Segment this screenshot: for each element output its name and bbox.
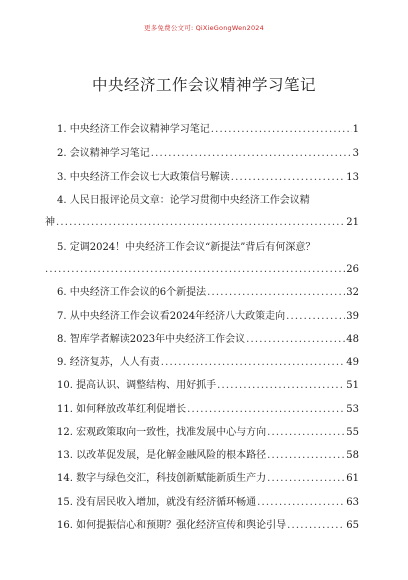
toc-entry-title: 6. 中央经济工作会议的6个新提法 xyxy=(57,287,207,298)
toc-entry-title: 8. 智库学者解读2023年中央经济工作会议 xyxy=(57,334,246,345)
toc-entry-title: 7. 从中央经济工作会议看2024年经济八大政策走向 xyxy=(57,311,286,322)
toc-leader-dots xyxy=(56,215,345,231)
toc-entry[interactable] xyxy=(57,332,359,348)
toc-entry[interactable] xyxy=(57,285,359,301)
toc-entry-page: 39 xyxy=(346,311,359,322)
toc-entry[interactable] xyxy=(57,471,359,487)
toc-leader-dots xyxy=(257,495,345,511)
toc-entry[interactable] xyxy=(57,309,359,325)
toc-leader-dots xyxy=(286,309,345,325)
toc-entry[interactable] xyxy=(57,425,359,441)
toc-entry[interactable] xyxy=(57,402,359,418)
toc-leader-dots xyxy=(151,146,352,162)
toc-entry-continued[interactable] xyxy=(45,262,359,278)
toc-entry-page: 58 xyxy=(346,450,359,461)
toc-entry-title: 10. 提高认识、调整结构、用好抓手 xyxy=(57,380,217,391)
toc-entry-title: 13. 以改革促发展，是化解金融风险的根本路径 xyxy=(57,450,267,461)
toc-entry[interactable] xyxy=(57,170,359,186)
toc-entry-page: 3 xyxy=(352,148,359,159)
toc-entry-title: 4. 人民日报评论员文章：论学习贯彻中央经济工作会议精 xyxy=(57,195,310,206)
toc-entry[interactable] xyxy=(57,495,359,511)
toc-entry-page: 65 xyxy=(346,520,359,531)
toc-leader-dots xyxy=(267,448,345,464)
toc-leader-dots xyxy=(267,471,345,487)
toc-entry[interactable] xyxy=(57,378,359,394)
toc-entry-page: 53 xyxy=(346,404,359,415)
toc-entry-page: 55 xyxy=(346,427,359,438)
toc-entry-title: 3. 中央经济工作会议七大政策信号解读 xyxy=(57,172,230,183)
toc-entry-page: 61 xyxy=(346,473,359,484)
toc-leader-dots xyxy=(211,122,352,138)
toc-entry-page: 13 xyxy=(346,172,359,183)
toc-entry[interactable] xyxy=(57,122,359,138)
toc-entry[interactable] xyxy=(57,448,359,464)
toc-leader-dots xyxy=(187,402,345,418)
toc-entry-title-continued: 神 xyxy=(45,217,55,228)
toc-entry-continued[interactable] xyxy=(45,215,359,231)
toc-leader-dots xyxy=(207,285,345,301)
toc-entry-title: 1. 中央经济工作会议精神学习笔记 xyxy=(57,124,210,135)
toc-entry-title: 5. 定调2024！中央经济工作会议“新提法”背后有何深意？ xyxy=(57,242,316,253)
toc-entry[interactable] xyxy=(57,355,359,371)
toc-entry-page: 1 xyxy=(352,124,359,135)
watermark: 更多免费公文可: QiXieGongWen2024 xyxy=(144,24,264,32)
toc-entry-page: 26 xyxy=(346,264,359,275)
toc-entry-title: 11. 如何释放改革红利促增长 xyxy=(57,404,187,415)
toc-leader-dots xyxy=(231,170,346,186)
toc-entry-page: 21 xyxy=(346,217,359,228)
toc-leader-dots xyxy=(45,262,345,278)
toc-entry-title: 12. 宏观政策取向一致性，找准发展中心与方向 xyxy=(57,427,267,438)
toc-entry-page: 48 xyxy=(346,334,359,345)
toc-entry[interactable] xyxy=(57,193,359,209)
toc-entry-title: 16. 如何提振信心和预期？强化经济宣传和舆论引导 xyxy=(57,520,287,531)
toc-leader-dots xyxy=(217,378,345,394)
toc-leader-dots xyxy=(267,425,345,441)
page-title: 中央经济工作会议精神学习笔记 xyxy=(91,76,316,94)
toc-entry-page: 51 xyxy=(346,380,359,391)
toc-entry-title: 2. 会议精神学习笔记 xyxy=(57,148,150,159)
toc-entry-page: 49 xyxy=(346,357,359,368)
toc-entry[interactable] xyxy=(57,240,359,256)
toc-leader-dots xyxy=(161,355,346,371)
toc-entry[interactable] xyxy=(57,518,359,534)
toc-leader-dots xyxy=(246,332,345,348)
toc-leader-dots xyxy=(287,518,345,534)
toc-entry-page: 32 xyxy=(346,287,359,298)
toc-entry-title: 14. 数字与绿色交汇，科技创新赋能新质生产力 xyxy=(57,473,267,484)
toc-entry-title: 15. 没有居民收入增加，就没有经济循环畅通 xyxy=(57,497,257,508)
toc-entry[interactable] xyxy=(57,146,359,162)
toc-entry-title: 9. 经济复苏，人人有责 xyxy=(57,357,160,368)
toc-entry-page: 63 xyxy=(346,497,359,508)
